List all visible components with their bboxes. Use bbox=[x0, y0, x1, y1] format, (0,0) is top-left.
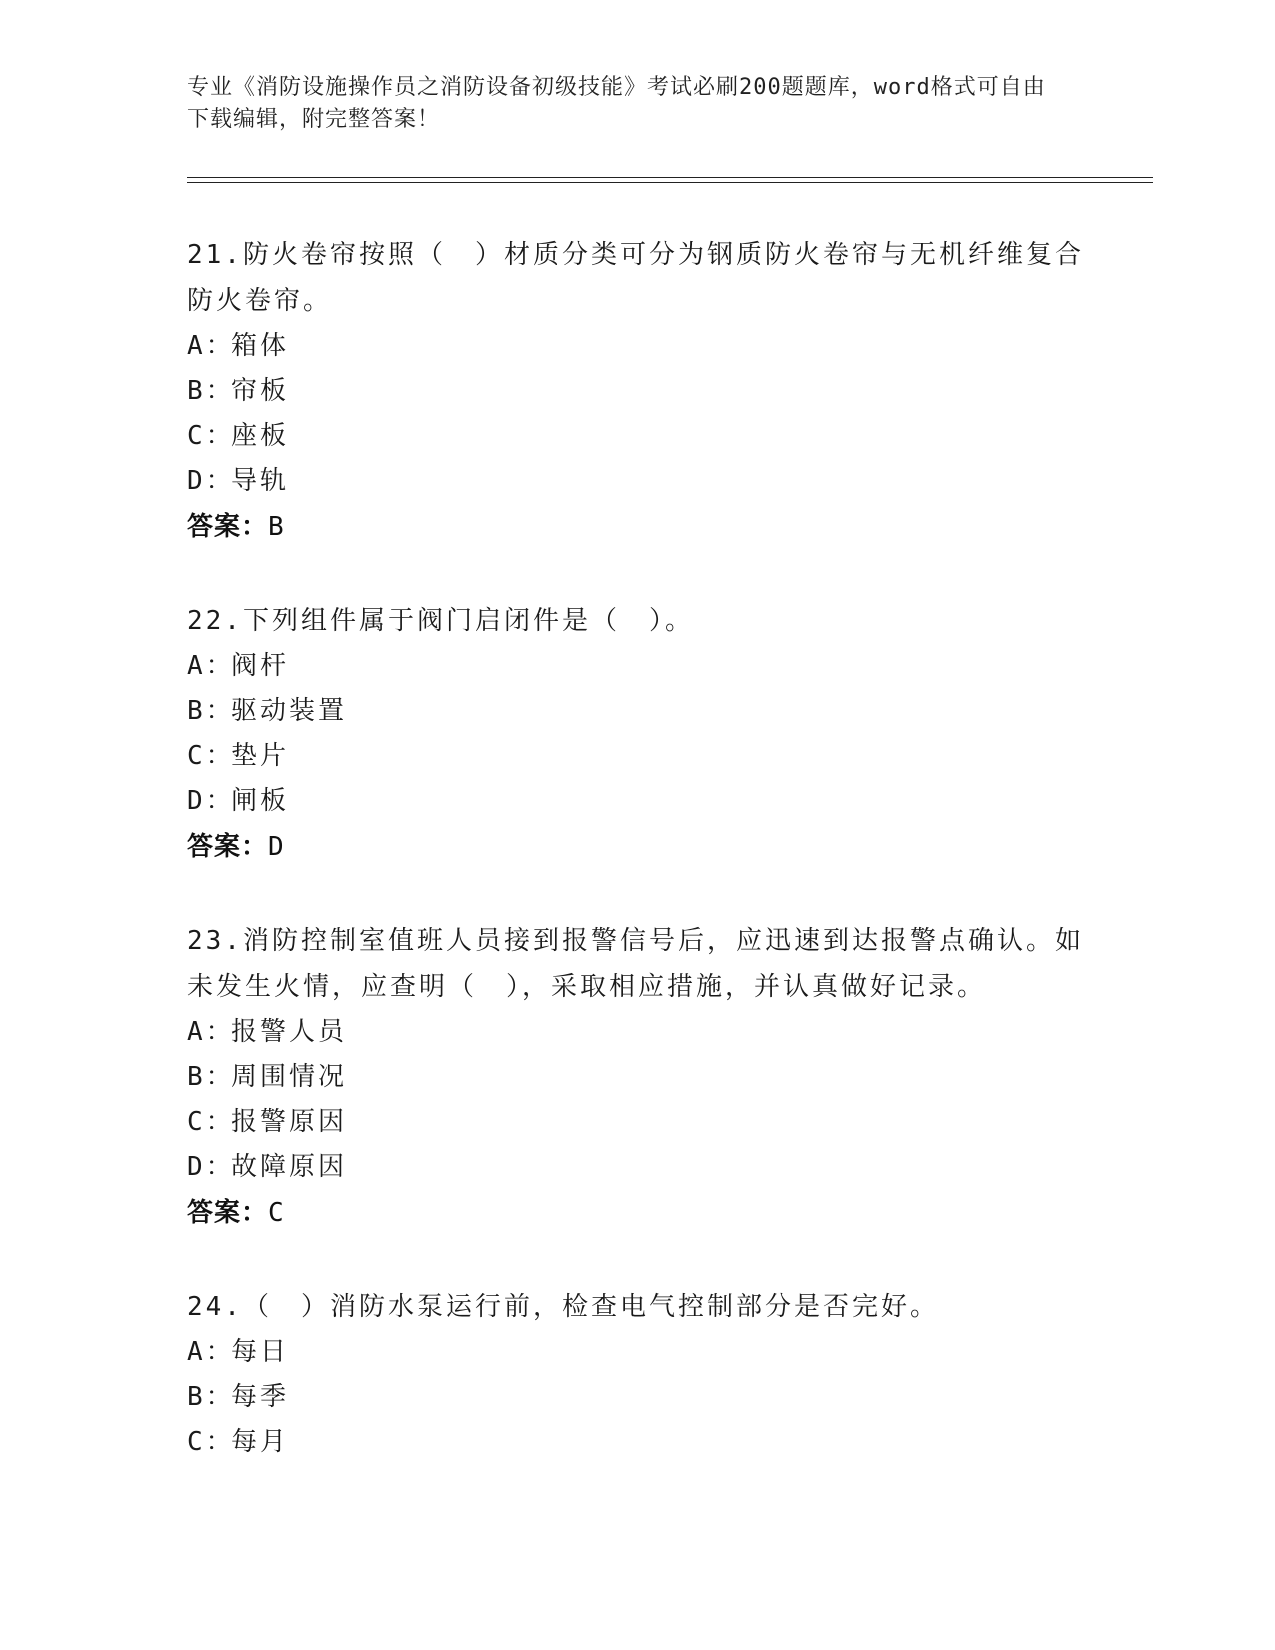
option-d bbox=[187, 779, 1087, 824]
option-key: B： bbox=[187, 1382, 235, 1412]
question-21 bbox=[187, 232, 1087, 550]
option-text: 帘板 bbox=[231, 376, 290, 406]
question-stem: 23.消防控制室值班人员接到报警信号后，应迅速到达报警点确认。如未发生火情，应查明（ ），采取相应措施，并认真做好记录。 bbox=[187, 926, 1084, 1002]
header-note: 专业《消防设施操作员之消防设备初级技能》考试必刷200题题库，word格式可自由下载编辑，附完整答案！ bbox=[187, 75, 1046, 132]
option-key: D： bbox=[187, 786, 235, 816]
option-text: 每日 bbox=[231, 1337, 290, 1367]
option-text: 故障原因 bbox=[231, 1152, 348, 1182]
option-key: A： bbox=[187, 651, 235, 681]
question-list bbox=[187, 232, 1087, 1513]
option-b bbox=[187, 689, 1087, 734]
option-key: B： bbox=[187, 376, 235, 406]
option-a bbox=[187, 324, 1087, 369]
option-text: 垫片 bbox=[231, 741, 290, 771]
option-a bbox=[187, 1330, 1087, 1375]
option-a bbox=[187, 644, 1087, 689]
option-text: 报警原因 bbox=[231, 1107, 348, 1137]
header-rule-bottom bbox=[187, 182, 1153, 183]
option-b bbox=[187, 369, 1087, 414]
option-text: 座板 bbox=[231, 421, 290, 451]
option-text: 箱体 bbox=[231, 331, 290, 361]
option-d bbox=[187, 459, 1087, 504]
option-d bbox=[187, 1145, 1087, 1190]
answer-label: 答案： bbox=[187, 512, 269, 542]
header-rule-top bbox=[187, 177, 1153, 178]
answer-line bbox=[187, 824, 1087, 870]
question-stem: 24.（ ）消防水泵运行前，检查电气控制部分是否完好。 bbox=[187, 1292, 939, 1322]
answer-value: B bbox=[268, 512, 285, 542]
option-a bbox=[187, 1010, 1087, 1055]
option-text: 每月 bbox=[231, 1427, 290, 1457]
answer-line bbox=[187, 504, 1087, 550]
option-key: C： bbox=[187, 741, 235, 771]
option-b bbox=[187, 1375, 1087, 1420]
option-text: 驱动装置 bbox=[231, 696, 348, 726]
option-key: C： bbox=[187, 1427, 235, 1457]
option-c bbox=[187, 734, 1087, 779]
option-c bbox=[187, 414, 1087, 459]
option-key: B： bbox=[187, 696, 235, 726]
option-c bbox=[187, 1420, 1087, 1465]
question-stem: 22.下列组件属于阀门启闭件是（ ）。 bbox=[187, 606, 694, 636]
option-key: A： bbox=[187, 331, 235, 361]
answer-label: 答案： bbox=[187, 1198, 269, 1228]
option-key: C： bbox=[187, 421, 235, 451]
option-key: D： bbox=[187, 466, 235, 496]
question-23 bbox=[187, 918, 1087, 1236]
option-key: A： bbox=[187, 1337, 235, 1367]
question-24 bbox=[187, 1284, 1087, 1465]
option-text: 周围情况 bbox=[231, 1062, 348, 1092]
option-key: C： bbox=[187, 1107, 235, 1137]
question-22 bbox=[187, 598, 1087, 870]
option-text: 闸板 bbox=[231, 786, 290, 816]
option-key: A： bbox=[187, 1017, 235, 1047]
option-c bbox=[187, 1100, 1087, 1145]
answer-line bbox=[187, 1190, 1087, 1236]
option-key: B： bbox=[187, 1062, 235, 1092]
answer-value: C bbox=[268, 1198, 285, 1228]
option-text: 报警人员 bbox=[231, 1017, 348, 1047]
option-text: 导轨 bbox=[231, 466, 290, 496]
question-stem: 21.防火卷帘按照（ ）材质分类可分为钢质防火卷帘与无机纤维复合防火卷帘。 bbox=[187, 240, 1084, 316]
answer-label: 答案： bbox=[187, 832, 269, 862]
answer-value: D bbox=[268, 832, 285, 862]
option-text: 阀杆 bbox=[231, 651, 290, 681]
option-key: D： bbox=[187, 1152, 235, 1182]
option-b bbox=[187, 1055, 1087, 1100]
option-text: 每季 bbox=[231, 1382, 290, 1412]
